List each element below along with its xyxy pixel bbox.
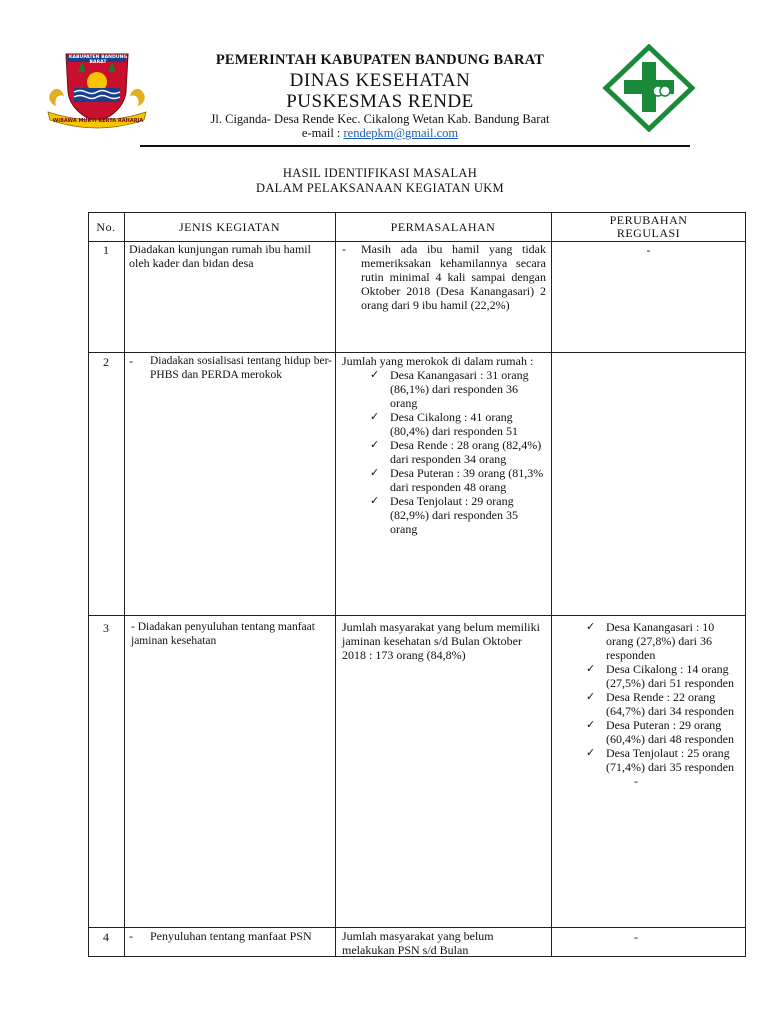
list-item: ✓ Desa Cikalong : 14 orang (27,5%) dari 51 responden	[586, 662, 734, 690]
list-item: ✓ Desa Rende : 28 orang (82,4%) dari responden 34 orang	[370, 438, 542, 466]
row2-no: 2	[103, 355, 109, 369]
table-divider	[88, 615, 746, 616]
row3-regulasi-trailing: -	[634, 774, 638, 788]
row4-kegiatan-dash: -	[129, 929, 133, 943]
header-facility: PUSKESMAS RENDE	[286, 91, 474, 112]
header-government: PEMERINTAH KABUPATEN BANDUNG BARAT	[215, 52, 545, 68]
list-item: ✓ Desa Puteran : 39 orang (81,3% dari responden 48 orang	[370, 466, 544, 494]
row2-masalah-intro: Jumlah yang merokok di dalam rumah :	[342, 354, 534, 368]
header-email-line	[150, 126, 610, 141]
header-address: Jl. Ciganda- Desa Rende Kec. Cikalong Wetan Kab. Bandung Barat	[210, 112, 550, 126]
header-regulasi-line1: PERUBAHAN	[609, 213, 688, 227]
row2-kegiatan-dash: -	[129, 354, 133, 368]
row1-regulasi: -	[646, 243, 651, 257]
list-item: ✓ Desa Tenjolaut : 29 orang (82,9%) dari responden 35 orang	[370, 494, 518, 536]
row4-masalah: Jumlah masyarakat yang belum melakukan PSN s/d Bulan	[342, 929, 494, 957]
check-icon: ✓	[586, 746, 596, 759]
list-item: ✓ Desa Kanangasari : 31 orang (86,1%) dari responden 36 orang	[370, 368, 529, 410]
header-regulasi-line2: REGULASI	[616, 226, 681, 240]
row4-regulasi: -	[634, 930, 638, 944]
check-icon: ✓	[586, 718, 596, 731]
check-icon: ✓	[586, 690, 596, 703]
check-icon: ✓	[370, 410, 380, 423]
row3-no: 3	[103, 621, 109, 635]
email-link[interactable]: rendepkm@gmail.com	[343, 126, 459, 140]
check-icon: ✓	[586, 662, 596, 675]
check-icon: ✓	[370, 438, 380, 451]
check-icon: ✓	[586, 620, 596, 633]
row2-masalah	[342, 354, 546, 536]
row1-kegiatan: Diadakan kunjungan rumah ibu hamil oleh kader dan bidan desa	[129, 242, 311, 270]
check-icon: ✓	[370, 466, 380, 479]
document-title: HASIL IDENTIFIKASI MASALAH	[282, 166, 478, 180]
list-item: ✓ Desa Tenjolaut : 25 orang (71,4%) dari 35 responden	[586, 746, 734, 774]
row3-regulasi	[582, 620, 742, 788]
problem-table	[88, 212, 746, 957]
row2-kegiatan: Diadakan sosialisasi tentang hidup ber-PHBS dan PERDA merokok	[150, 355, 332, 381]
emblem-motto-text: WIBAWA MUKTI KERTA RAHARJA	[52, 118, 144, 124]
row3-masalah: Jumlah masyarakat yang belum memiliki jaminan kesehatan s/d Bulan Oktober 2018 : 173 orang (84,8%)	[342, 620, 540, 662]
row3-village-list	[582, 620, 742, 774]
header-agency: DINAS KESEHATAN	[289, 70, 471, 91]
list-item: ✓ Desa Cikalong : 41 orang (80,4%) dari responden 51	[370, 410, 518, 438]
table-divider	[335, 212, 336, 957]
header-no: No.	[96, 220, 116, 234]
row1-no: 1	[103, 243, 109, 257]
check-icon: ✓	[370, 494, 380, 507]
table-divider	[124, 212, 125, 957]
document-subtitle: DALAM PELAKSANAAN KEGIATAN UKM	[256, 181, 504, 195]
row2-village-list	[364, 368, 546, 536]
row4-kegiatan: Penyuluhan tentang manfaat PSN	[150, 929, 312, 943]
list-item: ✓ Desa Kanangasari : 10 orang (27,8%) dari 36 responden	[586, 620, 715, 662]
row3-kegiatan: - Diadakan penyuluhan tentang manfaat jaminan kesehatan	[131, 621, 315, 647]
header-kegiatan: JENIS KEGIATAN	[178, 220, 281, 234]
header-divider	[140, 145, 690, 147]
table-divider	[88, 352, 746, 353]
table-divider	[551, 212, 552, 957]
email-label: e-mail :	[301, 126, 344, 140]
row1-masalah: Masih ada ibu hamil yang tidak memeriksakan kehamilannya secara rutin minimal 4 kali sampai dengan Oktober 2018 (Desa Kanangasari) 2 orang dari 9 ibu hamil (22,2%)	[361, 242, 546, 312]
table-divider	[88, 927, 746, 928]
list-item: ✓ Desa Puteran : 29 orang (60,4%) dari 48 responden	[586, 718, 734, 746]
header-permasalahan: PERMASALAHAN	[390, 220, 496, 234]
row4-no: 4	[103, 930, 109, 944]
puskesmas-logo-icon	[602, 44, 696, 132]
row1-masalah-dash: -	[342, 242, 346, 256]
list-item: ✓ Desa Rende : 22 orang (64,7%) dari 34 responden	[586, 690, 734, 718]
check-icon: ✓	[370, 368, 380, 381]
emblem-top-text: KABUPATEN BANDUNG BARAT	[68, 55, 128, 65]
